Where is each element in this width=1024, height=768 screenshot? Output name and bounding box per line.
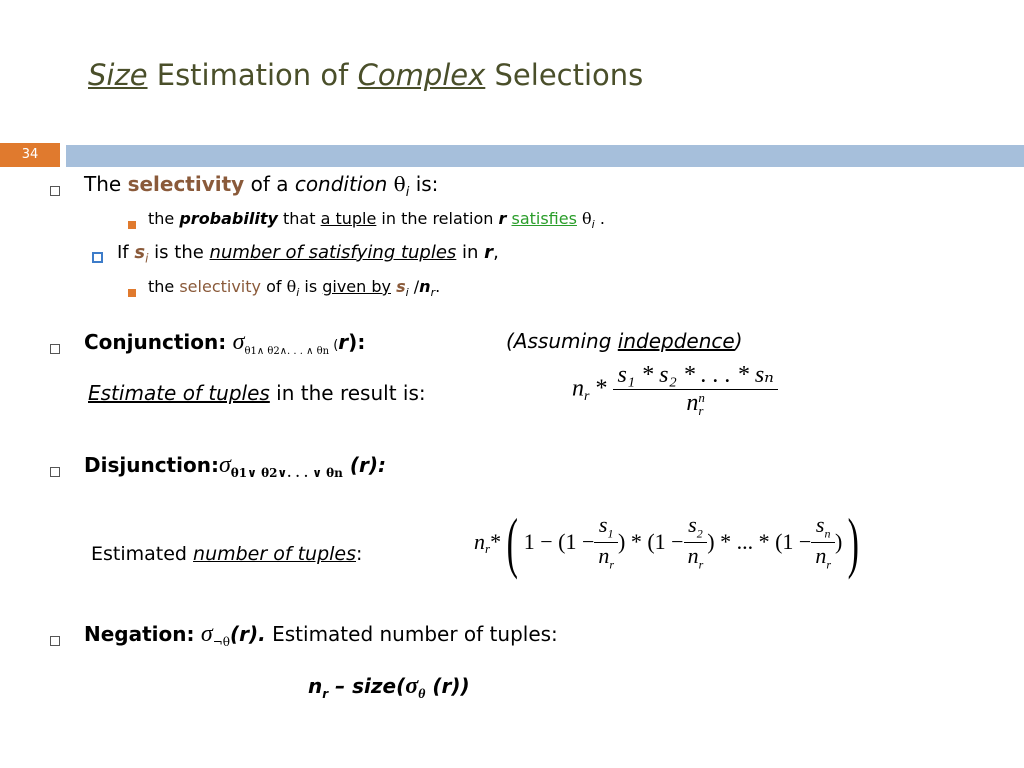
sub-r: r: [609, 556, 615, 571]
selectivity-fraction: [613, 360, 777, 417]
text-colon: :: [356, 543, 363, 565]
s1-fraction: [594, 512, 618, 572]
probability-word: probability: [179, 209, 278, 228]
text-comma: ,: [493, 242, 499, 263]
theta-symbol: θ: [393, 172, 406, 196]
selectivity-word: selectivity: [127, 172, 245, 196]
n-var: n: [686, 390, 699, 416]
n-var: n: [598, 542, 610, 568]
sigma-symbol: σ: [218, 452, 231, 478]
bullet-orange-icon: [128, 214, 136, 233]
text-slash: /: [408, 277, 420, 296]
sub-2: 2: [696, 526, 703, 541]
sigma-symbol: σ: [232, 329, 245, 355]
n-var: n: [308, 674, 323, 698]
text-of: of: [260, 277, 287, 296]
sn-fraction: [811, 512, 835, 572]
title-complex: Complex: [357, 58, 486, 92]
text-dot: .: [594, 209, 605, 228]
sub-i: i: [405, 185, 410, 200]
mid-2: ) * ... * (1 −: [707, 529, 812, 554]
sigma-symbol: σ: [405, 673, 419, 699]
estimate-line: [88, 381, 426, 405]
r-part: (r):: [342, 453, 386, 477]
s-var: s: [598, 512, 608, 538]
n-var: n: [815, 542, 827, 568]
conjunction-label: Conjunction:: [84, 330, 227, 354]
r-end: (r)): [425, 674, 470, 698]
text-is: is:: [409, 172, 439, 196]
bullet-square-icon: [50, 181, 60, 200]
times-symbol: *: [490, 529, 502, 554]
text-close-paren: ): [734, 329, 743, 353]
sub-r: r: [322, 687, 329, 701]
s-var: s: [815, 512, 825, 538]
sub-1: 1: [607, 526, 614, 541]
minus-size: – size(: [328, 674, 406, 698]
paren-close: ):: [348, 330, 366, 354]
assuming-text: [506, 329, 743, 353]
text-that: that: [277, 209, 321, 228]
theta-subscript: θ: [418, 687, 426, 702]
bullet-square-icon: [50, 462, 60, 481]
n-var: n: [474, 529, 485, 554]
text-the: the: [148, 277, 180, 296]
disjunction-formula: [474, 502, 865, 582]
bullet-square-icon: [50, 339, 60, 358]
text-if: If: [117, 242, 135, 263]
sub-r: r: [430, 286, 436, 300]
disj-subscript: θ1∨ θ2∨. . . ∨ θn: [230, 466, 343, 480]
number-satisfying-tuples: number of satisfying tuples: [209, 242, 457, 263]
sub-i: i: [145, 251, 149, 266]
sub-r: r: [698, 556, 704, 571]
satisfies-word: satisfies: [511, 209, 577, 228]
header-bar: [66, 145, 1024, 167]
mid-1: ) * (1 −: [618, 529, 684, 554]
s-var: s: [688, 512, 697, 538]
disjunction-line: [84, 452, 386, 480]
selectivity-word: selectivity: [179, 277, 261, 296]
text-estimated: Estimated: [91, 543, 194, 565]
text-is: is: [299, 277, 323, 296]
disjunction-label: Disjunction:: [84, 453, 219, 477]
sup-n: n: [698, 390, 705, 406]
slide-title: [88, 58, 643, 92]
independence-word: indepdence: [617, 329, 735, 353]
big-left-paren: (: [506, 504, 519, 580]
bullet-orange-icon: [128, 282, 136, 301]
text-the: the: [148, 209, 180, 228]
negation-label: Negation:: [84, 622, 195, 646]
text-in: in: [456, 242, 485, 263]
number-of-tuples: number of tuples: [193, 543, 356, 565]
close-paren: ): [835, 529, 843, 554]
page-number: 34: [0, 143, 60, 167]
one-minus: 1 − (1 −: [523, 529, 595, 554]
text-estimated-tuples: Estimated number of tuples:: [265, 622, 558, 646]
bullet-square-icon: [50, 631, 60, 650]
probability-line: [148, 209, 605, 231]
n-var: n: [572, 375, 584, 402]
r-var: r: [338, 330, 349, 354]
text-the: The: [84, 172, 128, 196]
bullet-blue-icon: [92, 248, 103, 267]
selectivity-given-line: [148, 277, 440, 299]
text-in-result: in the result is:: [269, 381, 426, 405]
n-var: n: [419, 277, 431, 296]
negation-formula: [308, 673, 470, 703]
text-assuming: (Assuming: [506, 329, 618, 353]
r-part: (r).: [230, 622, 266, 646]
sub-i: i: [591, 218, 595, 232]
paren-open: (: [329, 338, 339, 353]
n-var: n: [687, 542, 699, 568]
theta-symbol: θ: [582, 209, 592, 228]
estimated-disj-line: [91, 543, 362, 565]
sub-r: r: [584, 389, 590, 405]
given-by-word: given by: [322, 277, 391, 296]
text-in-relation: in the relation: [376, 209, 499, 228]
condition-word: condition: [294, 172, 388, 196]
r-var: r: [484, 242, 494, 263]
negation-line: [84, 621, 558, 649]
s2-fraction: [684, 512, 708, 572]
text-dot: .: [435, 277, 441, 296]
sub-r: r: [485, 541, 491, 556]
s-var: s: [396, 277, 406, 296]
sub-i: i: [405, 286, 409, 300]
conjunction-line: [84, 329, 365, 357]
conj-subscript: θ1∧ θ2∧. . . ∧ θn: [244, 346, 330, 357]
title-estimation-of: Estimation of: [147, 58, 358, 92]
sub-i: i: [296, 286, 300, 300]
sub-n: n: [824, 526, 831, 541]
text-of-a: of a: [244, 172, 295, 196]
estimate-of-tuples: Estimate of tuples: [88, 381, 270, 405]
conjunction-formula: [572, 360, 778, 417]
times-symbol: *: [589, 375, 608, 402]
neg-subscript: ¬θ: [212, 635, 230, 649]
sub-r: r: [698, 403, 704, 419]
sub-r: r: [826, 556, 831, 571]
a-tuple-word: a tuple: [320, 209, 377, 228]
r-var: r: [498, 209, 507, 228]
title-selections: Selections: [485, 58, 644, 92]
text-is-the: is the: [148, 242, 210, 263]
selectivity-line: [84, 172, 438, 200]
theta-symbol: θ: [286, 277, 297, 296]
s-var: s: [134, 242, 146, 263]
fraction-denominator: [613, 390, 777, 417]
fraction-numerator: s₁ * s₂ * . . . * sₙ: [613, 360, 777, 390]
sigma-symbol: σ: [200, 621, 213, 647]
big-right-paren: ): [847, 504, 860, 580]
title-size: Size: [88, 58, 148, 92]
if-si-line: [117, 242, 499, 266]
